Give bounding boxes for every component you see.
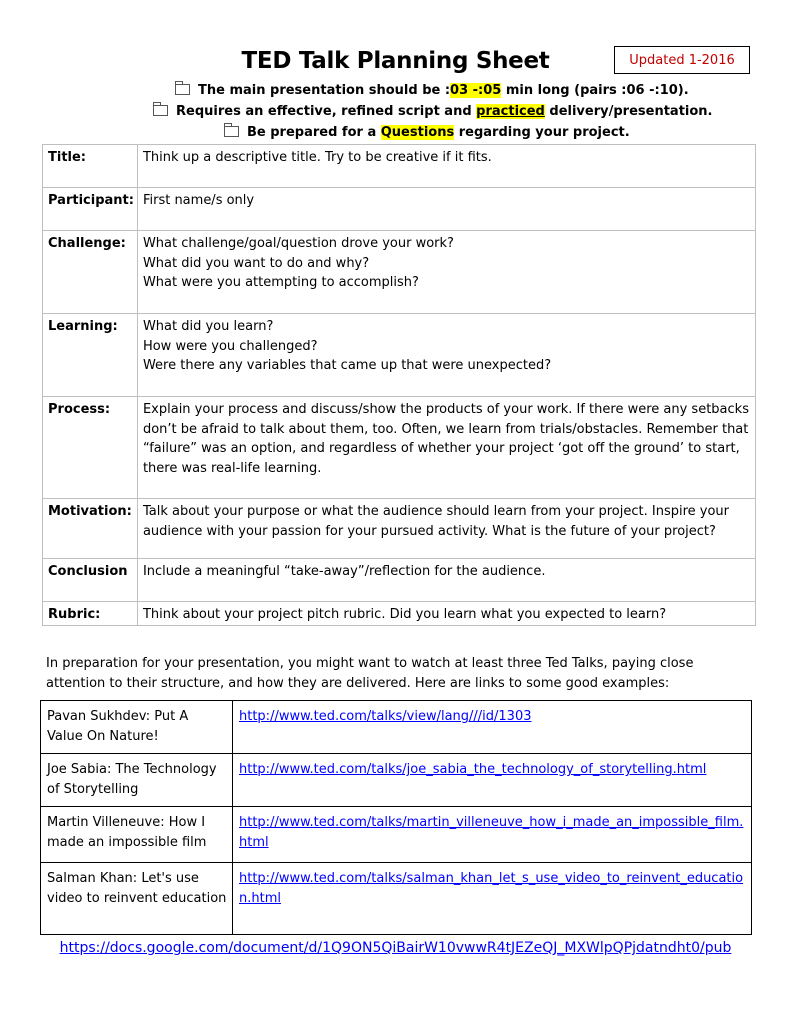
requirements-list [0, 80, 791, 143]
table-row [43, 602, 756, 626]
intro-paragraph: In preparation for your presentation, you might want to watch at least three Ted Talks, paying close attention to their structure, and how they are delivered. Here are links to some good examples: [46, 656, 694, 691]
folder-icon [175, 84, 190, 95]
page-title: TED Talk Planning Sheet [241, 48, 550, 74]
talk-name: Joe Sabia: The Technology of Storytelling [41, 754, 233, 807]
row-text: What challenge/goal/question drove your work? What did you want to do and why? What were you attempting to accomplish? [137, 231, 755, 314]
row-text: Think about your project pitch rubric. Did you learn what you expected to learn? [137, 602, 755, 626]
talk-link-cell [233, 807, 752, 863]
talk-link-cell [233, 701, 752, 754]
ted-links-table [40, 700, 752, 935]
row-text: Explain your process and discuss/show the products of your work. If there were any setbacks don’t be afraid to talk about them, too. Often, we learn from trials/obstacles. Remember that “failure” was an option, and regardless of whether your project ‘got off the ground’ to start, there was real-life learning. [137, 397, 755, 499]
table-row [43, 231, 756, 314]
row-label: Motivation: [43, 499, 138, 559]
table-row [41, 754, 752, 807]
row-text: Think up a descriptive title. Try to be creative if it fits. [137, 145, 755, 188]
row-label: Rubric: [43, 602, 138, 626]
updated-badge: Updated 1-2016 [614, 46, 750, 74]
row-text: What did you learn? How were you challenged? Were there any variables that came up that were unexpected? [137, 314, 755, 397]
document-url-link[interactable]: https://docs.google.com/document/d/1Q9ON5QiBairW10vwwR4tJEZeQJ_MXWlpQPjdatndht0/pub [59, 940, 732, 956]
row-label: Conclusion [43, 559, 138, 602]
table-row [43, 314, 756, 397]
talk-name: Salman Khan: Let's use video to reinvent education [41, 863, 233, 935]
table-row [43, 499, 756, 559]
table-row [43, 145, 756, 188]
talk-link[interactable]: http://www.ted.com/talks/salman_khan_let_s_use_video_to_reinvent_education.html [239, 871, 744, 906]
table-row [41, 807, 752, 863]
planning-table [42, 144, 756, 626]
table-row [43, 559, 756, 602]
talk-name: Martin Villeneuve: How I made an impossible film [41, 807, 233, 863]
row-label: Learning: [43, 314, 138, 397]
talk-link[interactable]: http://www.ted.com/talks/martin_villeneuve_how_i_made_an_impossible_film.html [239, 815, 744, 850]
table-row [43, 188, 756, 231]
requirement-script: Requires an effective, refined script and practiced delivery/presentation. [0, 101, 791, 122]
table-row [43, 397, 756, 499]
row-text: Talk about your purpose or what the audience should learn from your project. Inspire your audience with your passion for your pursued activity. What is the future of your project? [137, 499, 755, 559]
requirement-questions: Be prepared for a Questions regarding your project. [0, 122, 791, 143]
table-row [41, 863, 752, 935]
folder-icon [153, 105, 168, 116]
folder-icon [224, 126, 239, 137]
row-text: First name/s only [137, 188, 755, 231]
talk-link[interactable]: http://www.ted.com/talks/view/lang///id/1303 [239, 709, 532, 724]
row-label: Process: [43, 397, 138, 499]
row-label: Participant: [43, 188, 138, 231]
requirement-duration: The main presentation should be :03 -:05 min long (pairs :06 -:10). [0, 80, 791, 101]
row-label: Title: [43, 145, 138, 188]
talk-name: Pavan Sukhdev: Put A Value On Nature! [41, 701, 233, 754]
row-label: Challenge: [43, 231, 138, 314]
footer-link-line [0, 940, 791, 956]
talk-link-cell [233, 863, 752, 935]
row-text: Include a meaningful “take-away”/reflection for the audience. [137, 559, 755, 602]
talk-link[interactable]: http://www.ted.com/talks/joe_sabia_the_technology_of_storytelling.html [239, 762, 707, 777]
table-row [41, 701, 752, 754]
talk-link-cell [233, 754, 752, 807]
